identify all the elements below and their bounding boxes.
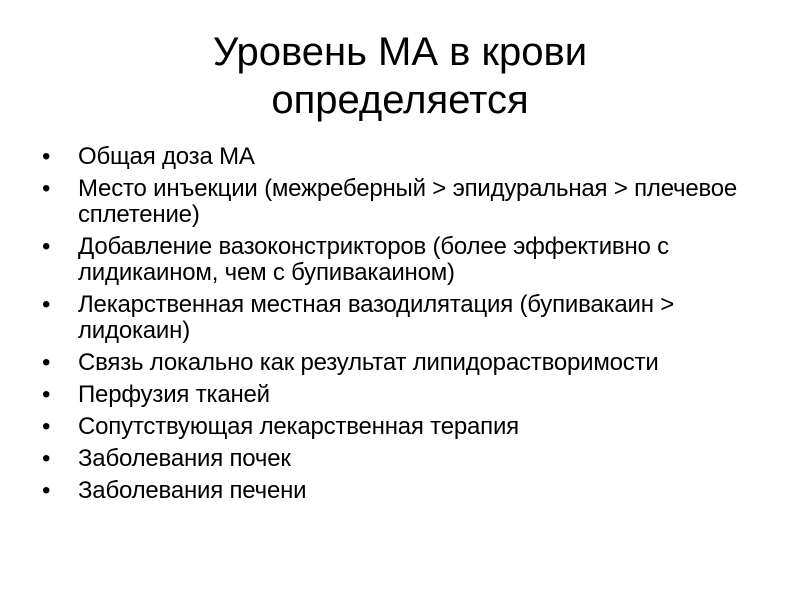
slide-title-line-2: определяется: [271, 78, 529, 122]
bullet-item: [42, 414, 762, 440]
slide-title-line-1: Уровень МА в крови: [212, 30, 588, 74]
bullet-item: [42, 234, 762, 286]
bullet-text: Сопутствующая лекарственная терапия: [78, 413, 519, 440]
bullet-icon: •: [42, 381, 51, 408]
bullet-icon: •: [42, 143, 51, 170]
bullet-text: Лекарственная местная вазодилятация (бупивакаин > лидокаин): [78, 291, 675, 344]
bullet-icon: •: [42, 349, 51, 376]
bullet-item: [42, 176, 762, 228]
slide-title: [0, 28, 800, 124]
bullet-list: [42, 144, 762, 510]
bullet-text: Общая доза МА: [78, 143, 255, 170]
bullet-text: Перфузия тканей: [78, 381, 270, 408]
bullet-icon: •: [42, 175, 51, 202]
bullet-text: Добавление вазоконстрикторов (более эффективно с лидикаином, чем с бупивакаином): [78, 233, 669, 286]
bullet-icon: •: [42, 291, 51, 318]
bullet-text: Место инъекции (межреберный > эпидуральная > плечевое сплетение): [78, 175, 738, 228]
bullet-item: [42, 446, 762, 472]
bullet-icon: •: [42, 445, 51, 472]
bullet-item: [42, 478, 762, 504]
bullet-icon: •: [42, 233, 51, 260]
bullet-text: Связь локально как результат липидорастворимости: [78, 349, 659, 376]
bullet-text: Заболевания печени: [78, 477, 307, 504]
bullet-item: [42, 144, 762, 170]
bullet-text: Заболевания почек: [78, 445, 291, 472]
bullet-icon: •: [42, 477, 51, 504]
bullet-item: [42, 382, 762, 408]
bullet-item: [42, 350, 762, 376]
bullet-icon: •: [42, 413, 51, 440]
bullet-item: [42, 292, 762, 344]
